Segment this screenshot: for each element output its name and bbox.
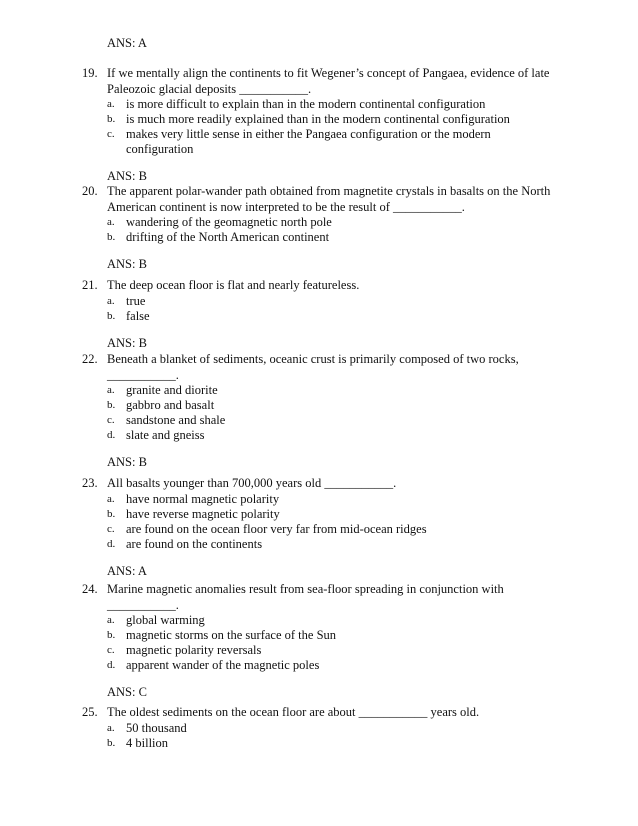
question-item [0, 476, 638, 579]
option-text: are found on the continents [126, 536, 263, 551]
option-list [107, 721, 638, 751]
answer-line: ANS: B [107, 169, 147, 183]
option-letter: c. [107, 522, 115, 535]
option-text: apparent wander of the magnetic poles [126, 658, 320, 672]
option-letter: b. [107, 113, 116, 125]
option-text: is more difficult to explain than in the modern continental configuration [126, 97, 486, 111]
answer-option [107, 413, 638, 428]
answer-option [107, 383, 638, 398]
option-text: drifting of the North American continent [126, 230, 330, 244]
question-item [0, 705, 638, 751]
option-text: have normal magnetic polarity [126, 491, 280, 506]
option-text: makes very little sense in either the Pangaea configuration or the modern configuration [126, 127, 491, 156]
question-number: 22. [82, 352, 98, 366]
option-letter: c. [107, 414, 115, 426]
option-letter: a. [107, 721, 115, 734]
option-letter: b. [107, 309, 116, 322]
option-letter: b. [107, 736, 116, 749]
question-stem: If we mentally align the continents to fit Wegener’s concept of Pangaea, evidence of late Paleozoic glacial deposits ___________. [107, 66, 550, 96]
option-list [107, 613, 638, 673]
answer-option [107, 230, 638, 245]
option-text: is much more readily explained than in the modern continental configuration [126, 112, 510, 126]
option-letter: d. [107, 659, 116, 671]
option-letter: a. [107, 98, 115, 110]
answer-option [107, 112, 638, 127]
option-text: false [126, 308, 150, 323]
question-number: 23. [82, 476, 98, 490]
answer-option [107, 537, 638, 552]
option-text: 4 billion [126, 735, 169, 750]
option-text: global warming [126, 613, 205, 627]
question-number: 24. [82, 582, 98, 596]
question-stem: Marine magnetic anomalies result from sea-floor spreading in conjunction with ___________. [107, 582, 504, 612]
option-list [107, 492, 638, 552]
answer-option [107, 97, 638, 112]
option-text: true [126, 293, 146, 308]
option-letter: b. [107, 629, 116, 641]
answer-line: ANS: B [107, 257, 147, 271]
answer-option [107, 613, 638, 628]
answer-option [107, 721, 638, 736]
option-text: granite and diorite [126, 383, 218, 397]
question-item [0, 352, 638, 471]
answer-option [107, 643, 638, 658]
option-letter: a. [107, 492, 115, 505]
option-text: 50 thousand [126, 720, 187, 735]
question-stem: The apparent polar-wander path obtained from magnetite crystals in basalts on the North American continent is now interpreted to be the result of ___________. [107, 184, 551, 214]
option-text: magnetic polarity reversals [126, 643, 262, 657]
answer-line: ANS: B [107, 455, 147, 469]
answer-option [107, 215, 638, 230]
question-number: 25. [82, 705, 98, 719]
option-text: have reverse magnetic polarity [126, 506, 280, 521]
option-text: are found on the ocean floor very far from mid-ocean ridges [126, 521, 427, 536]
question-number: 19. [82, 66, 98, 80]
question-stem: The deep ocean floor is flat and nearly featureless. [107, 278, 360, 292]
option-list [107, 294, 638, 324]
answer-option [107, 309, 638, 324]
option-letter: d. [107, 429, 116, 441]
question-stem: Beneath a blanket of sediments, oceanic crust is primarily composed of two rocks, ___________. [107, 352, 519, 382]
option-letter: b. [107, 399, 116, 411]
option-letter: a. [107, 384, 115, 396]
answer-line: ANS: B [107, 335, 147, 350]
answer-line: ANS: A [107, 36, 147, 50]
question-stem: All basalts younger than 700,000 years old ___________. [107, 476, 397, 490]
answer-option [107, 127, 638, 157]
option-text: sandstone and shale [126, 413, 226, 427]
question-stem: The oldest sediments on the ocean floor are about ___________ years old. [107, 705, 480, 719]
option-letter: d. [107, 537, 116, 550]
answer-option [107, 522, 638, 537]
answer-option [107, 736, 638, 751]
option-letter: a. [107, 216, 115, 228]
option-text: gabbro and basalt [126, 398, 215, 412]
answer-option [107, 398, 638, 413]
question-item [0, 184, 638, 273]
answer-option [107, 428, 638, 443]
answer-option [107, 294, 638, 309]
option-letter: b. [107, 231, 116, 243]
answer-option [107, 507, 638, 522]
answer-option [107, 658, 638, 673]
option-letter: a. [107, 614, 115, 626]
option-list [107, 383, 638, 443]
option-letter: a. [107, 294, 115, 307]
answer-line: ANS: C [107, 685, 147, 699]
option-list [107, 97, 638, 157]
question-item [0, 66, 638, 185]
option-text: wandering of the geomagnetic north pole [126, 215, 332, 229]
option-letter: c. [107, 644, 115, 656]
question-number: 21. [82, 278, 98, 292]
answer-option [107, 628, 638, 643]
answer-line: ANS: A [107, 563, 147, 578]
option-letter: b. [107, 507, 116, 520]
question-item [0, 582, 638, 701]
option-text: slate and gneiss [126, 428, 205, 442]
question-number: 20. [82, 184, 98, 198]
option-text: magnetic storms on the surface of the Sun [126, 628, 337, 642]
option-list [107, 215, 638, 245]
option-letter: c. [107, 128, 115, 140]
answer-option [107, 492, 638, 507]
question-item [0, 278, 638, 351]
